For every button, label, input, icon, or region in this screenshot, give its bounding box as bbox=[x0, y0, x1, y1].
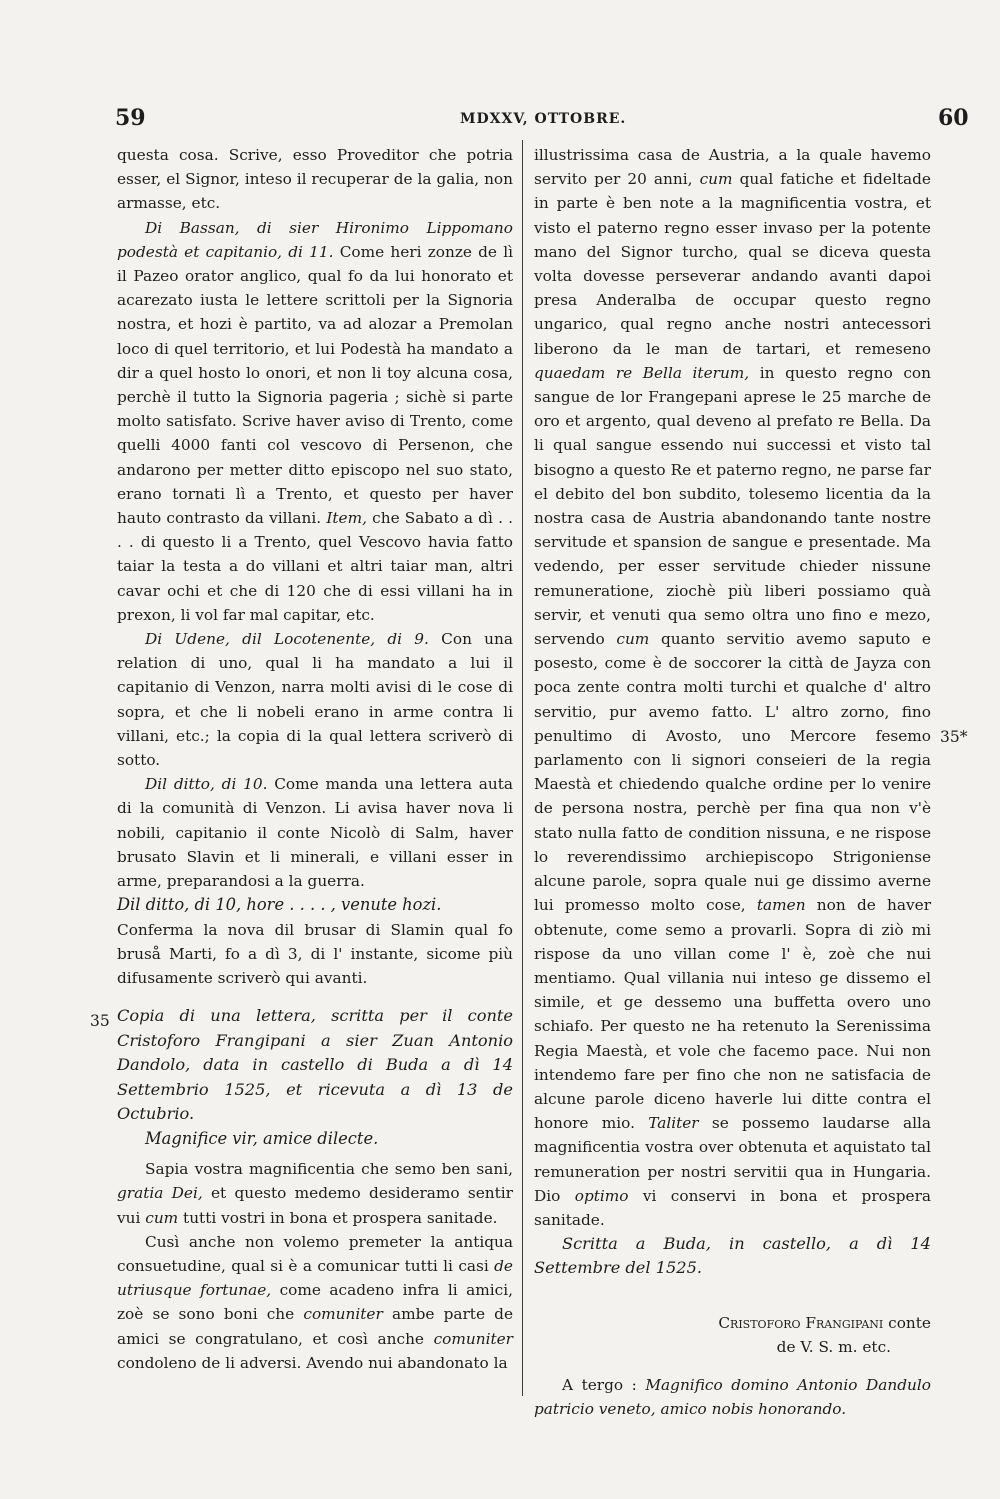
entry-heading: Di Bassan, di sier Hironimo Lippomano podestà et capitanio, di 11. bbox=[117, 218, 513, 261]
text: non de haver obtenute, come semo a provarli. Sopra di ziò mi rispose da uno villan come l' è, zoè che nui mentiamo. Qual villania nui inteso ge dissemo el simile, et ge dessemo una buffetta overo uno schiafo. Per questo ne ha retenuto la Serenissima Regia Maestà, et vole che facemo pace. Nui non intendemo fare per fino che non ne satisfacia de alcune parole diceno haverle lui ditte contra el honore mio. bbox=[534, 896, 932, 1133]
right-column bbox=[534, 143, 931, 1421]
entry-heading: Dil ditto, di 10. bbox=[145, 775, 268, 794]
italic-text: cum bbox=[616, 630, 650, 649]
italic-text: quaedam re Bella iterum, bbox=[534, 363, 750, 382]
closing-line: Scritta a Buda, in castello, a dì 14 Settembre del 1525. bbox=[534, 1234, 931, 1278]
paragraph: Conferma la nova dil brusar di Slamin qual fo bruså Marti, fo a dì 3, di l' instante, sicome più difusamente scriverò qui avanti. bbox=[117, 920, 513, 988]
text: vi conservi in bona et prospera sanitade. bbox=[534, 1186, 932, 1229]
entry-heading: Di Udene, dil Locotenente, di 9. bbox=[145, 630, 429, 649]
text: come acadeno infra li amici, zoè se sono boni che bbox=[117, 1281, 513, 1324]
entry-text: che Sabato a dì . . . . di questo li a Trento, quel Vescovo havia fatto taiar la testa a do villani et altri taiar man, altri cavar ochi et che di 120 che di essi villani ha in prexon, li vol far mal capitar, etc. bbox=[117, 509, 513, 624]
text: Sapia vostra magnificentia che semo ben sani, bbox=[145, 1160, 513, 1179]
address-prefix: A tergo : bbox=[562, 1375, 646, 1394]
signature-line: de V. S. m. etc. bbox=[776, 1337, 891, 1356]
entry-text: Come manda una lettera auta di la comunità di Venzon. Li avisa haver nova li nobili, capitanio il conte Nicolò di Salm, haver brusato Slavin et li minerali, e villani esser in arme, preparandosi a la guerra. bbox=[117, 775, 513, 891]
text: condoleno de li adversi. Avendo nui abandonato la bbox=[117, 1353, 508, 1372]
italic-text: tamen bbox=[756, 896, 806, 915]
right-page-number: 60 bbox=[938, 105, 969, 131]
salutation: Magnifice vir, amice dilecte. bbox=[145, 1128, 379, 1148]
signature bbox=[534, 1311, 931, 1335]
text: quanto servitio avemo saputo e posesto, come è de soccorer la città de Jayza con poca zente contra molti turchi et qualche d' altro servitio, pur avemo fatto. L' altro zorno, fino penultimo di Avosto, uno Mercore fesemo parlamento con li signori conseieri de la regia Maestà et chiedendo qualche ordine per lo venire de persona nostra, perchè per fina qua non v'è stato nulla fatto de condition nissuna, e ne rispose lo reverendissimo archiepiscopo Strigoniense alcune parole, sopra quale nui ge dissimo averne lui promesso molto cose, bbox=[534, 630, 931, 915]
running-head: MDXXV, OTTOBRE. bbox=[460, 111, 627, 127]
text: se possemo laudarse alla magnificentia vostra over obtenuta et aquistato tal remuneration per nostri servitii qua in Hungaria. Dio bbox=[534, 1114, 931, 1205]
text: et questo medemo desideramo sentir vui bbox=[117, 1184, 513, 1227]
left-column bbox=[117, 143, 513, 1375]
text: illustrissima casa de Austria, a la quale havemo servito per 20 anni, bbox=[534, 146, 931, 189]
right-margin-number: 35* bbox=[940, 728, 968, 746]
text: in questo regno con sangue de lor Frangepani aprese le 25 marche de oro et argento, qual deveno al prefato re Bella. Da li qual sangue essendo nui successi et visto tal bisogno a questo Re et paterno regno, ne parse far el debito del bon subdito, tolesemo licentia da la nostra casa de Austria abandonando tante nostre servitude et spansion de sangue e presentade. Ma vedendo, per esser servitude chieder nissune remuneratione, ziochè più liberi possiamo quà servir, et venuti qua semo oltra uno fino e mezo, servendo bbox=[534, 363, 931, 649]
italic-text: optimo bbox=[574, 1186, 629, 1205]
paragraph bbox=[117, 1230, 513, 1375]
letter-heading: Copia di una lettera, scritta per il conte Cristoforo Frangipani a sier Zuan Antonio Dandolo, data in castello di Buda a dì 14 Settembrio 1525, et ricevuta a dì 13 de Octubrio. bbox=[117, 1006, 513, 1124]
signature-name: Cristoforo Frangipani bbox=[718, 1313, 884, 1332]
paragraph bbox=[534, 143, 931, 1232]
entry-text: Come heri zonze de lì il Pazeo orator anglico, qual fo da lui honorato et acarezato iusta le lettere scrittoli per la Signoria nostra, et hozi è partito, va ad alozar a Premolan loco di quel territorio, et lui Podestà ha mandato a dir a quel hosto lo onori, et non li toy alcuna cosa, perchè il tutto la Signoria pageria ; sichè si parte molto satisfato. Scrive haver aviso di Trento, come quelli 4000 fanti col vescovo di Persenon, che andarono per metter ditto episcopo nel suo stato, erano tornati lì a Trento, et questo per haver hauto contrasto da villani. bbox=[117, 242, 513, 528]
address-body: Magnifico domino Antonio Dandulo patricio veneto, amico nobis honorando. bbox=[534, 1375, 931, 1419]
italic-text: de utriusque fortunae, bbox=[117, 1256, 513, 1300]
paragraph bbox=[117, 216, 513, 627]
italic-text: gratia Dei, bbox=[117, 1184, 203, 1203]
signature-title: conte bbox=[883, 1313, 931, 1332]
italic-text: comuniter bbox=[303, 1305, 383, 1324]
entry-text: Con una relation di uno, qual li ha mandato a lui il capitanio di Venzon, narra molti avisi di le cose di sopra, et che li nobeli erano in arme contra li villani, etc.; la copia di la qual lettera scriverò di sotto. bbox=[117, 630, 513, 770]
paragraph bbox=[117, 1157, 513, 1230]
paragraph: questa cosa. Scrive, esso Proveditor che potria esser, el Signor, inteso il recuperar de la galia, non armasse, etc. bbox=[117, 146, 513, 213]
italic-text: cum bbox=[699, 170, 733, 189]
entry-heading: Dil ditto, di 10, hore . . . . , venute hozi. bbox=[117, 895, 442, 915]
paragraph bbox=[117, 627, 513, 772]
column-divider bbox=[522, 140, 523, 1396]
text: ambe parte de amici se congratulano, et così anche bbox=[117, 1305, 514, 1348]
paragraph bbox=[117, 772, 513, 893]
italic-text: Taliter bbox=[648, 1114, 699, 1133]
text: Cusì anche non volemo premeter la antiqua consuetudine, qual si è a comunicar tutti li casi bbox=[117, 1232, 513, 1275]
text: tutti vostri in bona et prospera sanitade. bbox=[178, 1208, 498, 1227]
left-page-number: 59 bbox=[115, 105, 146, 131]
address-line bbox=[534, 1373, 931, 1421]
text: qual fatiche et fideltade in parte è ben note a la magnificentia vostra, et visto el paterno regno esser invaso per la potente mano del Signor turcho, qual se diceva questa volta dovesse perseverar andando avanti dapoi presa Anderalba de occupar questo regno ungarico, qual regno anche nostri antecessori liberono da le man de tartari, et remeseno bbox=[534, 170, 931, 358]
left-margin-number: 35 bbox=[90, 1012, 110, 1030]
italic-text: cum bbox=[145, 1208, 179, 1227]
italic-text: comuniter bbox=[433, 1329, 513, 1348]
item-word: Item, bbox=[326, 509, 367, 528]
